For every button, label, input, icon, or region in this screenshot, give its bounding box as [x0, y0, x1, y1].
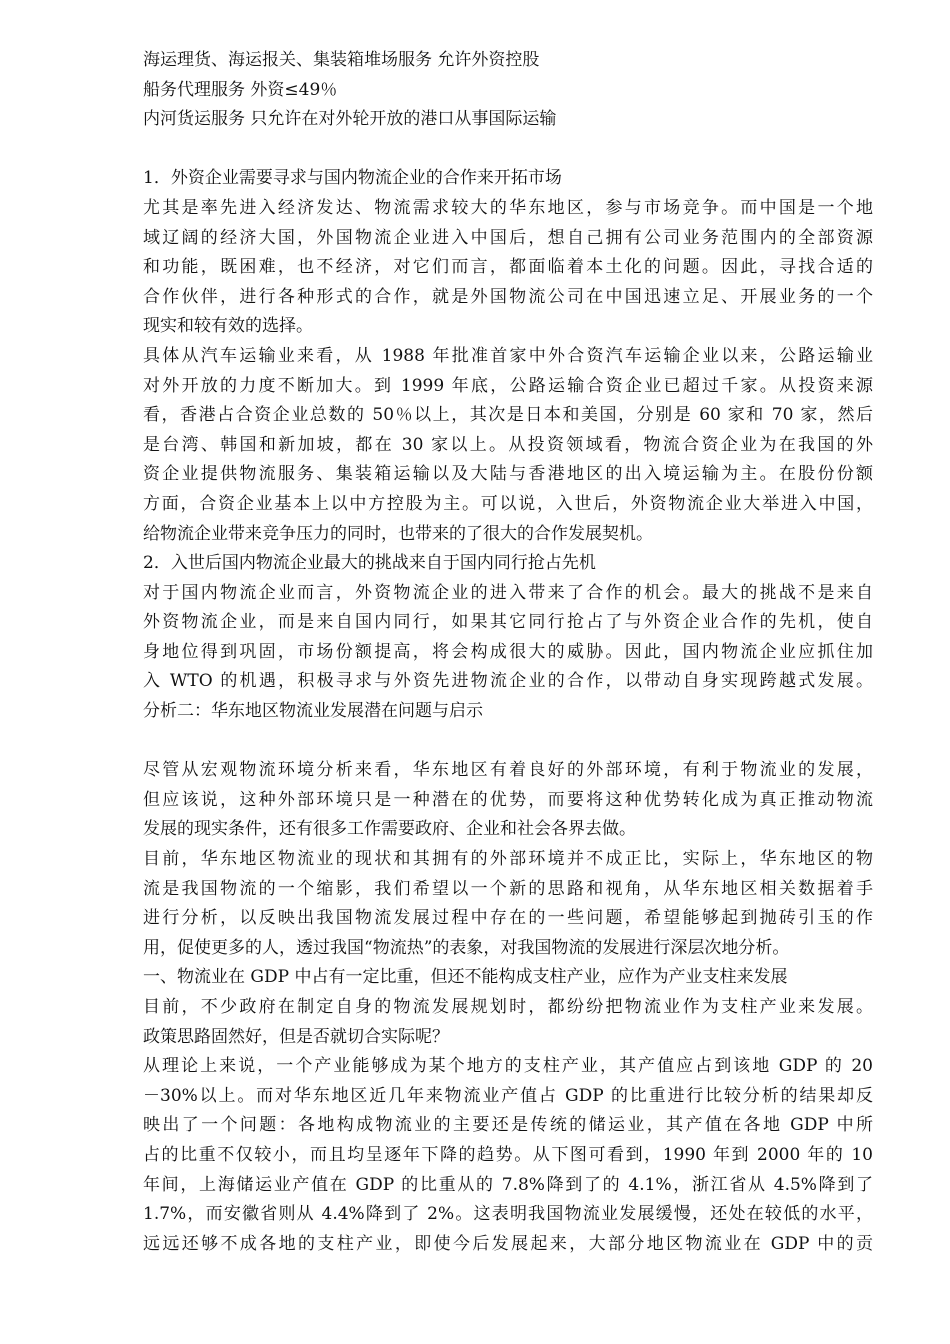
text-line: 尽管从宏观物流环境分析来看，华东地区有着良好的外部环境，有利于物流业的发展， [143, 760, 873, 781]
text-line: 流是我国物流的一个缩影，我们希望以一个新的思路和视角，从华东地区相关数据着手 [143, 878, 873, 899]
text-line: 政策思路固然好，但是否就切合实际呢？ [143, 1026, 449, 1047]
blank-line [143, 135, 883, 165]
text-line: 现实和较有效的选择。 [143, 316, 313, 337]
text-line: 对外开放的力度不断加大。到 1999 年底，公路运输合资企业已超过千家。从投资来源 [143, 375, 873, 396]
text-line: 1.7%，而安徽省则从 4.4%降到了 2%。这表明我国物流业发展缓慢，还处在较低的水平， [143, 1204, 873, 1225]
text-line: 看，香港占合资企业总数的 50％以上，其次是日本和美国，分别是 60 家和 70 家，然后 [143, 405, 873, 426]
text-line: 一、物流业在 GDP 中占有一定比重，但还不能构成支柱产业，应作为产业支柱来发展 [143, 967, 788, 988]
text-line: 1．外资企业需要寻求与国内物流企业的合作来开拓市场 [143, 168, 562, 189]
document-body [143, 46, 883, 1259]
text-line: 年间，上海储运业产值在 GDP 的比重从的 7.8%降到了的 4.1%，浙江省从 4.5%降到了 [143, 1174, 873, 1195]
text-line: 资企业提供物流服务、集装箱运输以及大陆与香港地区的出入境运输为主。在股份份额 [143, 464, 873, 485]
text-line: 目前，华东地区物流业的现状和其拥有的外部环境并不成正比，实际上，华东地区的物 [143, 849, 873, 870]
text-line: 映出了一个问题：各地构成物流业的主要还是传统的储运业，其产值在各地 GDP 中所 [143, 1115, 873, 1136]
text-line: 方面，合资企业基本上以中方控股为主。可以说，入世后，外资物流企业大举进入中国， [143, 493, 873, 514]
text-line: 尤其是率先进入经济发达、物流需求较大的华东地区，参与市场竞争。而中国是一个地 [143, 197, 873, 218]
text-line: 分析二：华东地区物流业发展潜在问题与启示 [143, 701, 483, 722]
text-line: 给物流企业带来竞争压力的同时，也带来的了很大的合作发展契机。 [143, 523, 653, 544]
text-line: 占的比重不仅较小，而且均呈逐年下降的趋势。从下图可看到，1990 年到 2000 年的 10 [143, 1144, 873, 1165]
text-line: 和功能，既困难，也不经济，对它们而言，都面临着本土化的问题。因此，寻找合适的 [143, 257, 873, 278]
text-line: 从理论上来说，一个产业能够成为某个地方的支柱产业，其产值应占到该地 GDP 的 20 [143, 1056, 873, 1077]
text-line: 目前，不少政府在制定自身的物流发展规划时，都纷纷把物流业作为支柱产业来发展。 [143, 997, 873, 1017]
text-line: 域辽阔的经济大国，外国物流企业进入中国后，想自己拥有公司业务范围内的全部资源 [143, 227, 873, 248]
text-line: 发展的现实条件，还有很多工作需要政府、企业和社会各界去做。 [143, 819, 636, 840]
text-line: 入 WTO 的机遇，积极寻求与外资先进物流企业的合作，以带动自身实现跨越式发展。 [143, 671, 873, 692]
text-line: 进行分析，以反映出我国物流发展过程中存在的一些问题，希望能够起到抛砖引玉的作 [143, 908, 873, 929]
text-line: －30%以上。而对华东地区近几年来物流业产值占 GDP 的比重进行比较分析的结果却反 [143, 1085, 873, 1106]
text-line: 内河货运服务 只允许在对外轮开放的港口从事国际运输 [143, 109, 557, 130]
text-line: 具体从汽车运输业来看，从 1988 年批准首家中外合资汽车运输企业以来，公路运输业 [143, 345, 873, 366]
text-line: 船务代理服务 外资≤49％ [143, 79, 338, 100]
text-line: 外资物流企业，而是来自国内同行，如果其它同行抢占了与外资企业合作的先机，使自 [143, 612, 873, 633]
text-line: 用，促使更多的人，透过我国“物流热”的表象，对我国物流的发展进行深层次地分析。 [143, 937, 790, 958]
text-line: 但应该说，这种外部环境只是一种潜在的优势，而要将这种优势转化成为真正推动物流 [143, 789, 873, 810]
text-line: 2．入世后国内物流企业最大的挑战来自于国内同行抢占先机 [143, 553, 596, 574]
text-line: 身地位得到巩固，市场份额提高，将会构成很大的威胁。因此，国内物流企业应抓住加 [143, 641, 873, 662]
text-line: 海运理货、海运报关、集装箱堆场服务 允许外资控股 [143, 50, 540, 70]
text-line: 远远还够不成各地的支柱产业，即使今后发展起来，大部分地区物流业在 GDP 中的贡 [143, 1233, 873, 1254]
text-line: 是台湾、韩国和新加坡，都在 30 家以上。从投资领域看，物流合资企业为在我国的外 [143, 434, 873, 455]
text-line: 合作伙伴，进行各种形式的合作，就是外国物流公司在中国迅速立足、开展业务的一个 [143, 286, 873, 307]
text-line: 对于国内物流企业而言，外资物流企业的进入带来了合作的机会。最大的挑战不是来自 [143, 582, 873, 603]
blank-line [143, 727, 883, 757]
